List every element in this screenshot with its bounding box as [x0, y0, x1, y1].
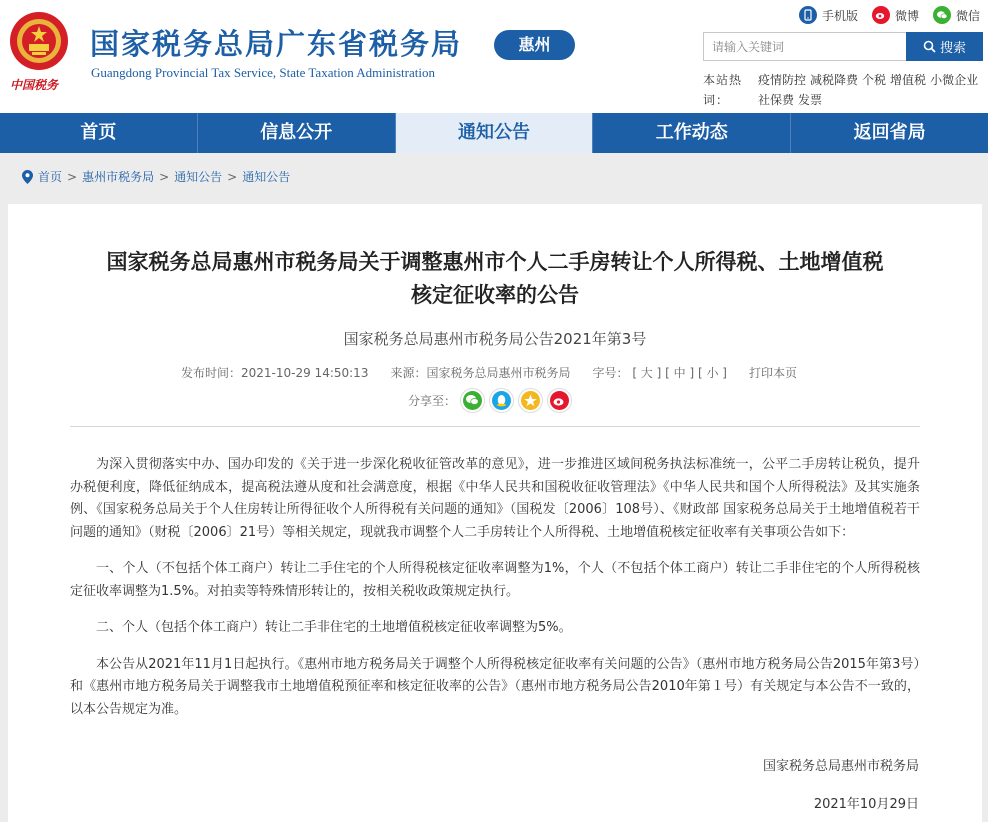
breadcrumb-notices-sub[interactable]: 通知公告 [242, 170, 291, 184]
nav-notices[interactable]: 通知公告 [396, 113, 594, 153]
location-pin-icon [22, 170, 33, 184]
article-container [8, 204, 982, 822]
content-divider [70, 426, 920, 427]
weibo-link[interactable] [872, 6, 919, 24]
hotword-item[interactable]: 个税 [862, 73, 887, 87]
hotwords-list [758, 70, 983, 110]
nav-info-disclosure[interactable]: 信息公开 [198, 113, 396, 153]
nav-work-news[interactable]: 工作动态 [593, 113, 791, 153]
hotword-item[interactable]: 减税降费 [810, 73, 859, 87]
hotword-item[interactable]: 社保费 [758, 93, 795, 107]
weibo-icon [872, 6, 890, 24]
nav-back-province[interactable]: 返回省局 [853, 122, 926, 143]
weibo-link-label: 微博 [894, 8, 919, 23]
search-button-label: 搜索 [939, 41, 966, 56]
article-paragraph: 为深入贯彻落实中办、国办印发的《关于进一步深化税收征管改革的意见》，进一步推进区域间税务执法标准统一，公平二手房转让税负，提升办税便利度，降低征纳成本，提高税法遵从度和社会满意度，根据《中华人民共和国税收征收管理法》《中华人民共和国个人所得税法》及其实施条例、《国家税务总局关于个人住房转让所得征收个人所得税有关问题的通知》（国税发〔2006〕108号）、《财政部 国家税务总局关于土地增值税若干问题的通知》（财税〔2006〕21号）等相关规定，现就我市调整个人二手房转让个人所得税、土地增值税核定征收率有关事项公告如下： [70, 457, 920, 540]
hotword-item[interactable]: 发票 [798, 93, 823, 107]
share-qzone-button[interactable] [518, 388, 543, 413]
search-box [703, 32, 983, 61]
search-input[interactable] [704, 33, 907, 60]
publish-time: 发布时间：2021-10-29 14:50:13 [181, 366, 369, 380]
share-label: 分享至： [408, 394, 457, 408]
site-subtitle: Guangdong Provincial Tax Service, State Taxation Administration [91, 65, 435, 80]
wechat-link-label: 微信 [955, 8, 980, 23]
article-title-line2: 核定征收率的公告 [411, 283, 579, 307]
breadcrumb-separator: > [67, 169, 78, 184]
article-subtitle: 国家税务总局惠州市税务局公告2021年第3号 [343, 330, 647, 348]
font-size-small-button[interactable]: [ 小 ] [697, 366, 727, 380]
breadcrumb-notices[interactable]: 通知公告 [174, 170, 223, 184]
wechat-link[interactable] [933, 6, 980, 24]
font-size-large-button[interactable]: [ 大 ] [632, 366, 662, 380]
site-header [0, 0, 988, 113]
breadcrumb [22, 168, 290, 185]
qzone-share-icon [521, 391, 540, 410]
qq-share-icon [492, 391, 511, 410]
article-paragraph: 本公告从2021年11月1日起执行。《惠州市地方税务局关于调整个人所得税核定征收率有关问题的公告》（惠州市地方税务局公告2015年第3号）和《惠州市地方税务局关于调整我市土地增值税预征率和核定征收率的公告》（惠州市地方税务局公告2010年第１号）有关规定与本公告不一致的，以本公告规定为准。 [70, 656, 920, 717]
search-button[interactable] [906, 32, 983, 61]
article-paragraph: 二、个人（包括个体工商户）转让二手非住宅的土地增值税核定征收率调整为5%。 [96, 620, 572, 635]
share-qq-button[interactable] [489, 388, 514, 413]
wechat-icon [933, 6, 951, 24]
hotword-item[interactable]: 疫情防控 [758, 73, 807, 87]
font-size-medium-button[interactable]: [ 中 ] [665, 366, 695, 380]
search-icon [923, 40, 936, 53]
nav-home[interactable]: 首页 [0, 113, 198, 153]
national-emblem-icon[interactable] [8, 10, 70, 72]
main-nav [0, 113, 988, 153]
breadcrumb-home[interactable]: 首页 [38, 170, 63, 184]
wechat-share-icon [463, 391, 482, 410]
hotwords-label: 本站热词： [703, 73, 743, 107]
emblem-caption: 中国税务 [10, 78, 59, 92]
mobile-icon [799, 6, 817, 24]
article-date: 2021年10月29日 [813, 797, 919, 812]
breadcrumb-separator: > [159, 169, 170, 184]
city-badge[interactable]: 惠州 [494, 30, 575, 60]
top-links [799, 6, 980, 24]
article-paragraph: 一、个人（不包括个体工商户）转让二手住宅的个人所得税核定征收率调整为1%，个人（不包括个体工商户）转让二手非住宅的个人所得税核定征收率调整为1.5%。对拍卖等特殊情形转让的，按相关税收政策规定执行。 [70, 561, 920, 599]
font-size-label: 字号： [592, 366, 629, 380]
article-source: 来源：国家税务总局惠州市税务局 [390, 366, 571, 380]
site-title[interactable]: 国家税务总局广东省税务局 [90, 27, 463, 61]
weibo-share-icon [550, 391, 569, 410]
hotword-item[interactable]: 小微企业 [930, 73, 979, 87]
article-title-line1: 国家税务总局惠州市税务局关于调整惠州市个人二手房转让个人所得税、土地增值税 [106, 250, 884, 274]
print-button[interactable]: 打印本页 [748, 366, 797, 380]
share-weibo-button[interactable] [547, 388, 572, 413]
mobile-link-label: 手机版 [821, 8, 858, 23]
font-size-controls [592, 364, 727, 381]
article-meta [181, 364, 797, 381]
share-wechat-button[interactable] [460, 388, 485, 413]
breadcrumb-city-bureau[interactable]: 惠州市税务局 [82, 170, 155, 184]
breadcrumb-separator: > [227, 169, 238, 184]
article-signature: 国家税务总局惠州市税务局 [762, 759, 919, 774]
article-body [70, 454, 920, 735]
share-bar [408, 388, 572, 413]
article-title [8, 246, 982, 312]
mobile-link[interactable] [799, 6, 858, 24]
hotword-item[interactable]: 增值税 [890, 73, 927, 87]
